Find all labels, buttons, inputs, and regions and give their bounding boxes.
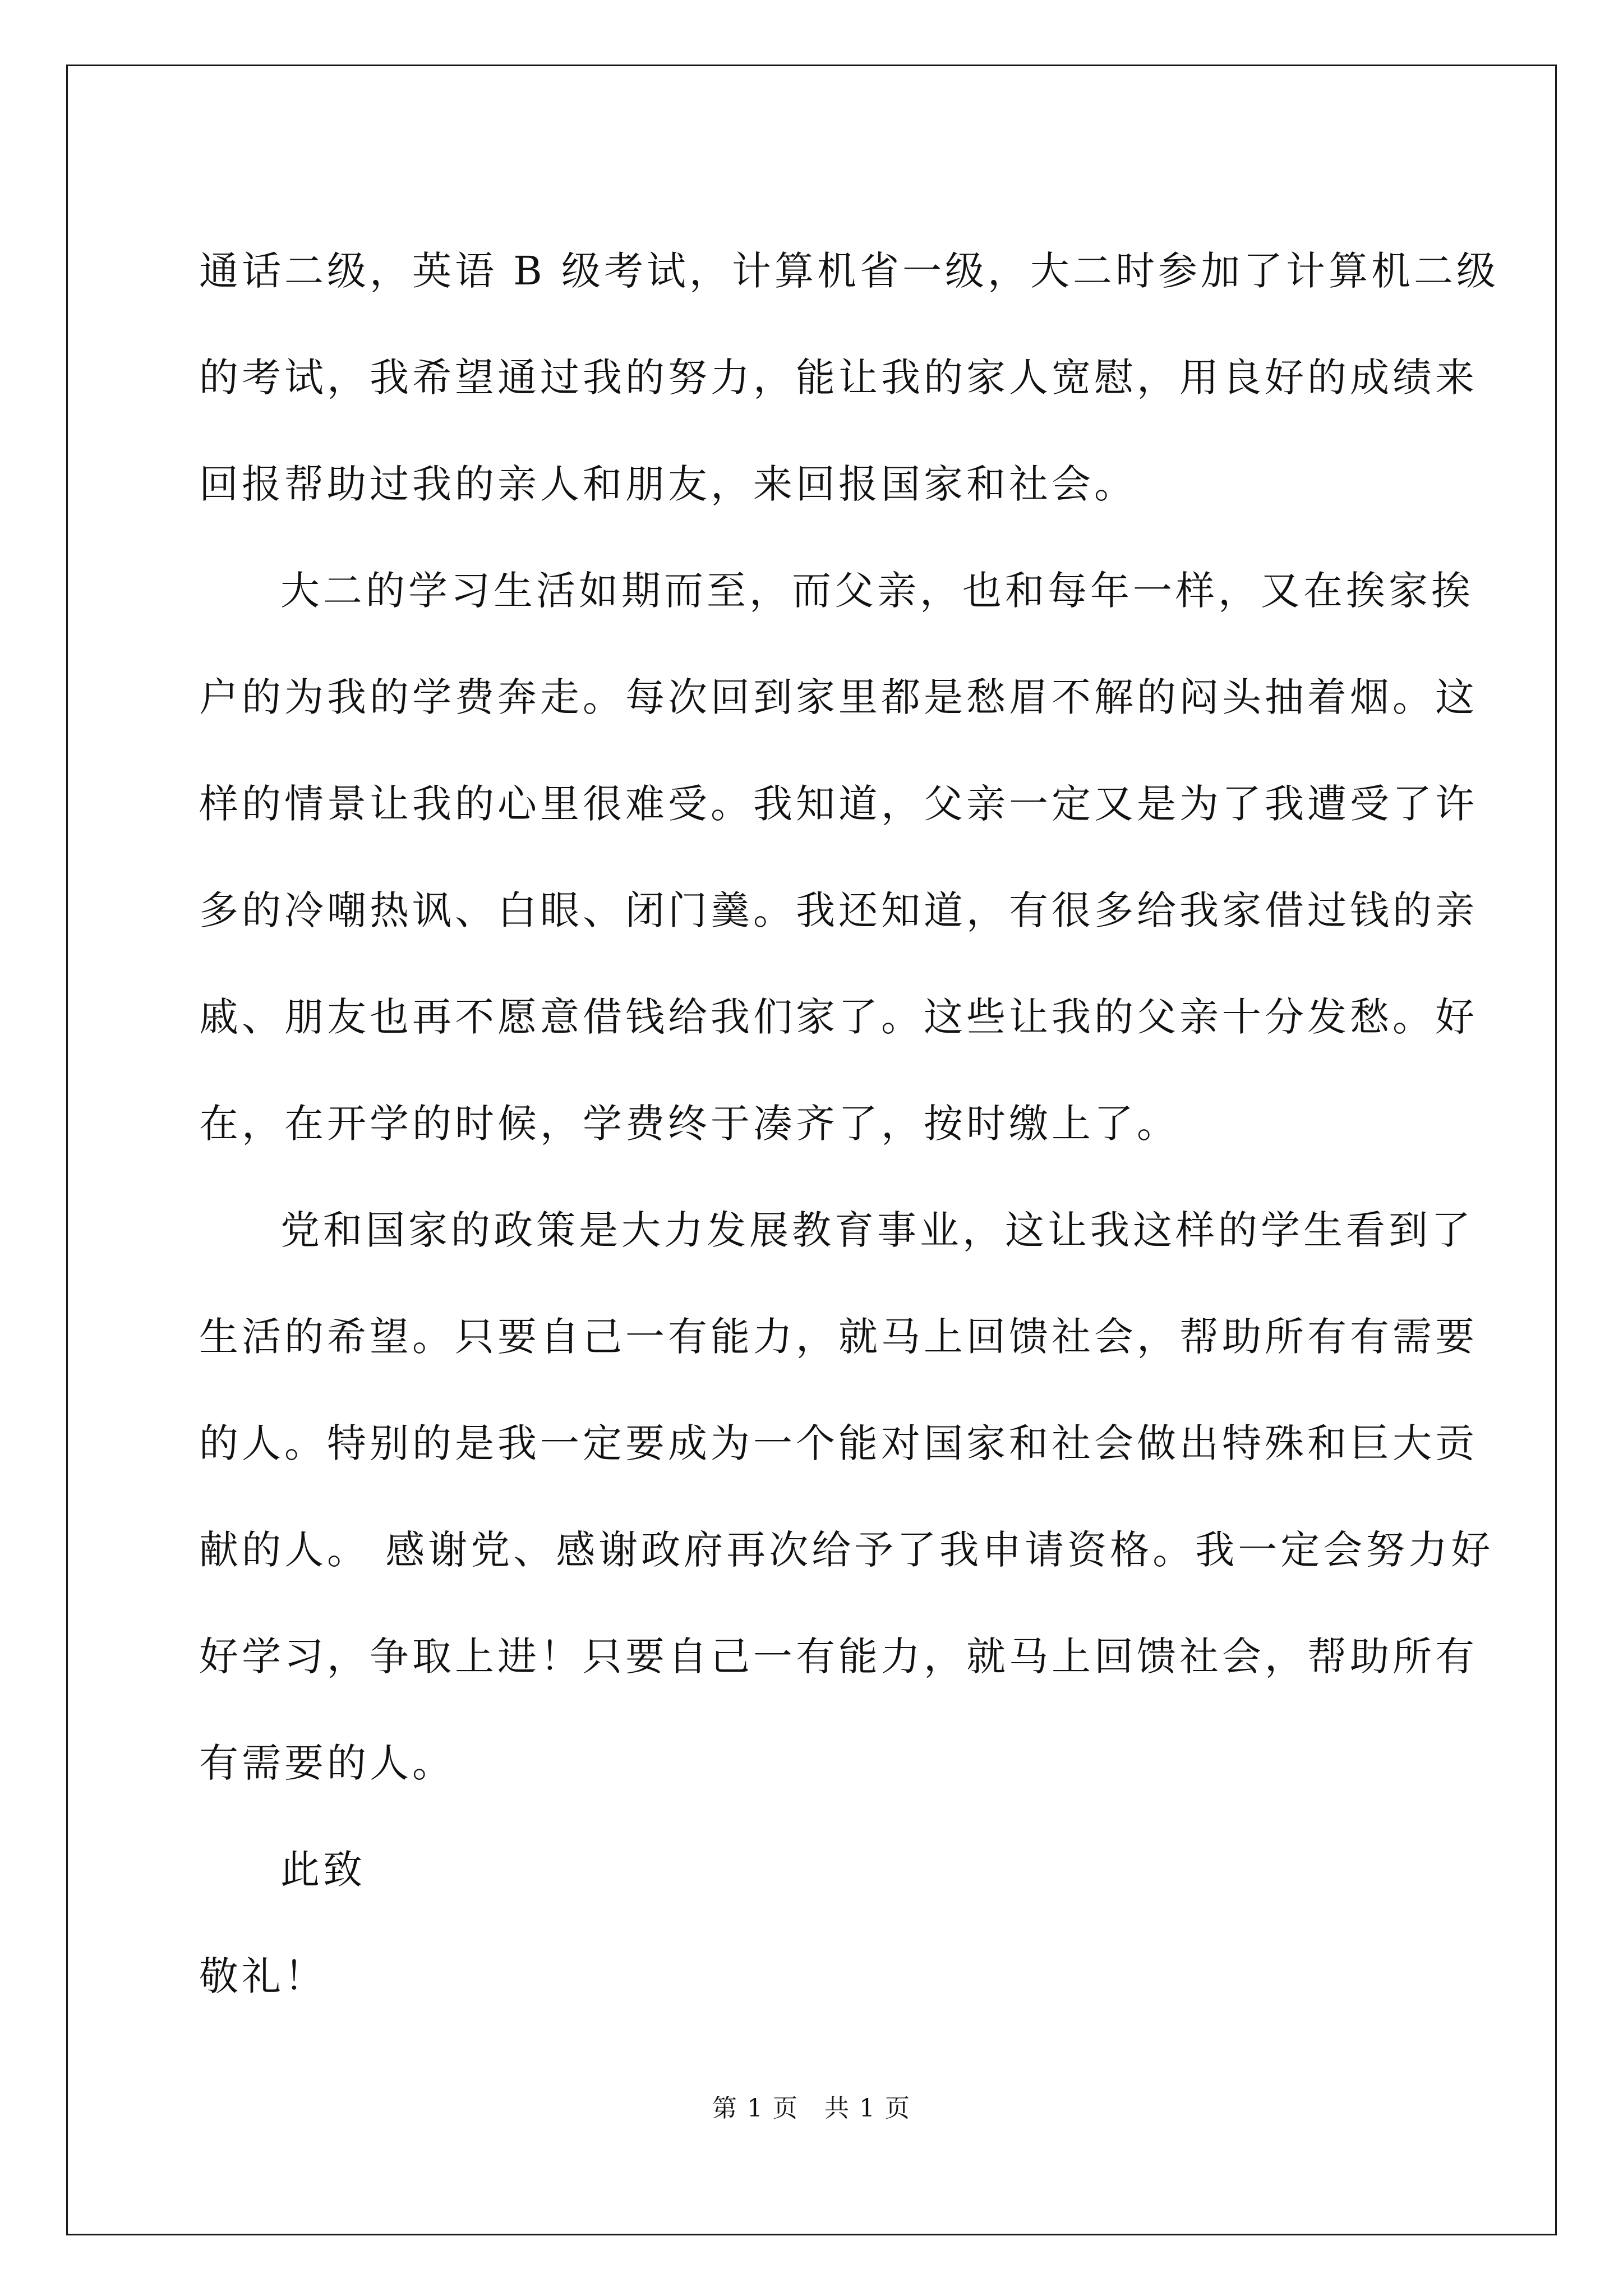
paragraph-line: 户的为我的学费奔走。每次回到家里都是愁眉不解的闷头抽着烟。这 — [199, 674, 1478, 720]
paragraph-line: 有需要的人。 — [199, 1740, 455, 1786]
paragraph-line: 好学习，争取上进！只要自己一有能力，就马上回馈社会，帮助所有 — [199, 1634, 1478, 1680]
page-number-footer: 第 1 页 共 1 页 — [712, 2094, 911, 2123]
paragraph-3 — [199, 1177, 1494, 1816]
paragraph-line: 通话二级，英语 B 级考试，计算机省一级，大二时参加了计算机二级 — [199, 248, 1499, 294]
paragraph-line: 多的冷嘲热讽、白眼、闭门羹。我还知道，有很多给我家借过钱的亲 — [199, 887, 1478, 933]
paragraph-line: 回报帮助过我的亲人和朋友，来回报国家和社会。 — [199, 461, 1137, 507]
paragraph-line: 样的情景让我的心里很难受。我知道，父亲一定又是为了我遭受了许 — [199, 781, 1478, 827]
paragraph-2 — [199, 537, 1478, 1177]
paragraph-line: 生活的希望。只要自己一有能力，就马上回馈社会，帮助所有有需要 — [199, 1314, 1478, 1360]
paragraph-line: 党和国家的政策是大力发展教育事业，这让我这样的学生看到了 — [280, 1207, 1474, 1253]
letter-body — [199, 218, 1499, 2030]
paragraph-line: 大二的学习生活如期而至，而父亲，也和每年一样，又在挨家挨 — [280, 568, 1474, 614]
paragraph-1 — [199, 218, 1499, 537]
paragraph-line: 在，在开学的时候，学费终于凑齐了，按时缴上了。 — [199, 1101, 1179, 1147]
paragraph-line: 的人。特别的是我一定要成为一个能对国家和社会做出特殊和巨大贡 — [199, 1420, 1478, 1466]
letter-salutation: 敬礼！ — [199, 1953, 327, 1999]
paragraph-line: 的考试，我希望通过我的努力，能让我的家人宽慰，用良好的成绩来 — [199, 355, 1478, 401]
paragraph-line: 献的人。 感谢党、感谢政府再次给予了我申请资格。我一定会努力好 — [199, 1527, 1494, 1573]
letter-closing: 此致 — [280, 1847, 366, 1893]
paragraph-line: 戚、朋友也再不愿意借钱给我们家了。这些让我的父亲十分发愁。好 — [199, 994, 1478, 1040]
